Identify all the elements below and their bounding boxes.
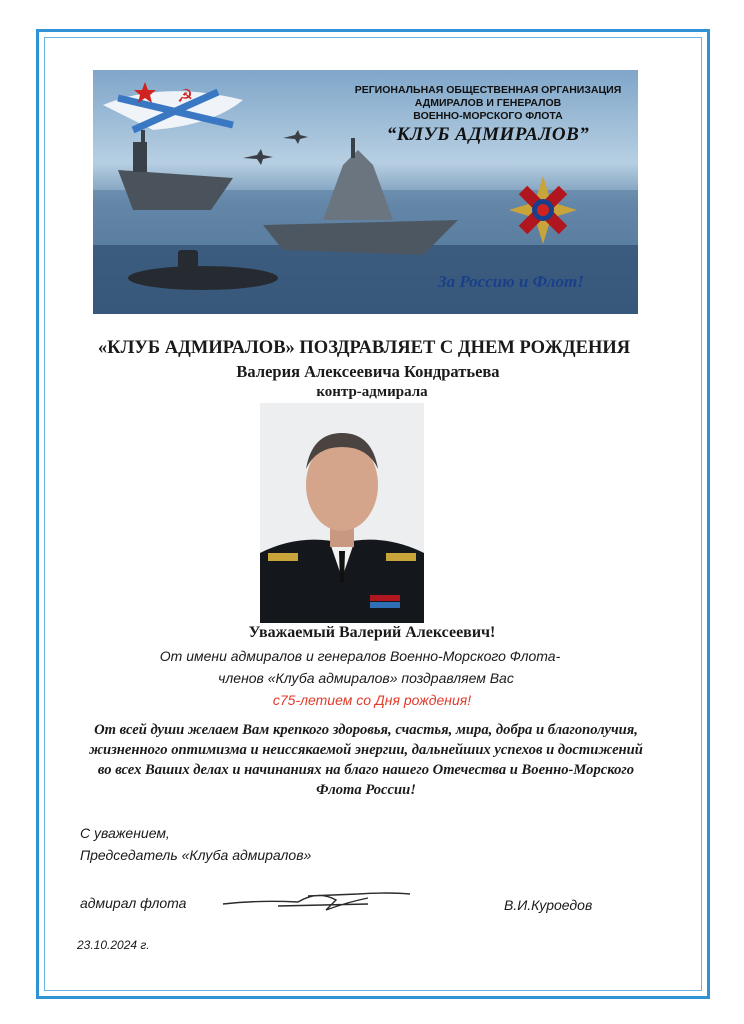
honoree-rank: контр-адмирала (316, 384, 428, 400)
wishes-paragraph: От всей души желаем Вам крепкого здоровья, счастья, мира, добра и благополучия, жизненного оптимизма и неиссякаемой энергии, дальнейших успехов и достижений во всех Ваших делах и начинаниях на благо нашего Отечества и Военно-Морского Флота России! (89, 722, 643, 798)
banner-slogan: За Россию и Флот! (438, 272, 584, 291)
greeting-line-2: членов «Клуба адмиралов» поздравляем Вас (218, 670, 514, 686)
org-line-2: АДМИРАЛОВ И ГЕНЕРАЛОВ (414, 97, 562, 109)
org-line-3: ВОЕННО-МОРСКОГО ФЛОТА (413, 110, 563, 122)
greeting-line-1: От имени адмиралов и генералов Военно-Морского Флота- (159, 648, 561, 664)
aircraft-carrier-icon (118, 130, 233, 210)
club-name: “КЛУБ АДМИРАЛОВ” (386, 124, 590, 145)
banner-organization-text (348, 84, 628, 147)
fighter-jets-icon (243, 130, 308, 165)
signer-rank: адмирал флота (80, 895, 187, 911)
salutation: Уважаемый Валерий Алексеевич! (248, 624, 496, 641)
naval-ensign-icon (103, 82, 243, 130)
signer-name: В.И.Куроедов (504, 897, 593, 913)
honoree-portrait (260, 403, 424, 623)
signer-position: Председатель «Клуба адмиралов» (80, 847, 312, 863)
honoree-name: Валерия Алексеевича Кондратьева (236, 362, 500, 381)
header-banner (93, 70, 638, 314)
svg-text:☭: ☭ (177, 86, 194, 107)
document-date: 23.10.2024 г. (77, 938, 150, 952)
congratulation-title: «КЛУБ АДМИРАЛОВ» ПОЗДРАВЛЯЕТ С ДНЕМ РОЖДЕНИЯ (97, 338, 631, 358)
closing-block (80, 822, 311, 866)
regards-text: С уважением, (80, 825, 170, 841)
handwritten-signature (218, 882, 418, 918)
org-line-1: РЕГИОНАЛЬНАЯ ОБЩЕСТВЕННАЯ ОРГАНИЗАЦИЯ (354, 84, 622, 96)
anniversary-line: с75-летием со Дня рождения! (272, 692, 472, 708)
portrait-image (260, 403, 424, 623)
